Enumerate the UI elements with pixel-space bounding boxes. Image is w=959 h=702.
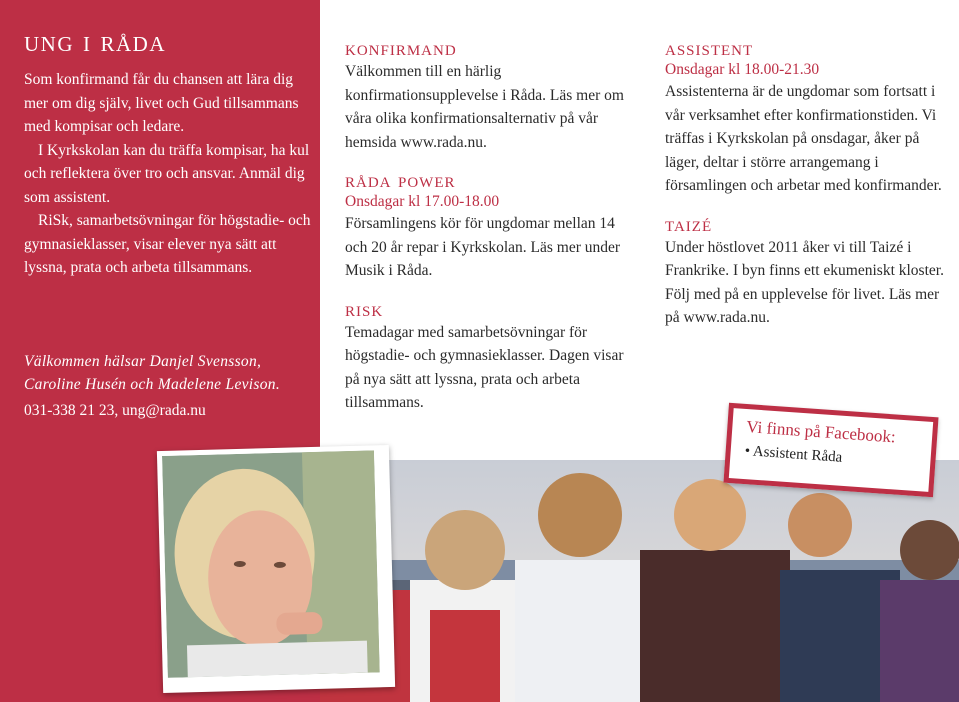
section-body-taize: Under höstlovet 2011 åker vi till Taizé i Frankrike. I byn finns ett ekumeniskt kloster. Följ med på en upplevelse för livet. Läs mer på www.rada.nu.: [665, 238, 944, 326]
section-title-assistent: assistent: [665, 35, 754, 60]
section-body-risk: Temadagar med samarbetsövningar för högstadie- och gymnasieklasser. Dagen visar på nya sätt att lyssna, prata och arbeta tillsammans.: [345, 323, 624, 411]
intro-title: ung i råda: [24, 25, 166, 58]
group-photo: [320, 460, 959, 702]
section-schedule-rada-power: Onsdagar kl 17.00-18.00: [345, 193, 500, 210]
intro-paragraph: I Kyrkskolan kan du träffa kompisar, ha kul och reflektera över tro och ansvar. Anmäl dig som assistent.: [24, 141, 310, 206]
facebook-card: [723, 403, 938, 497]
portrait-illustration: [162, 450, 380, 677]
right-column: [665, 36, 950, 330]
section-schedule-assistent: Onsdagar kl 18.00-21.30: [665, 61, 820, 78]
facebook-group-item: • Assistent Råda: [744, 443, 843, 466]
middle-column: [345, 36, 640, 415]
section-body-assistent: Assistenterna är de ungdomar som fortsatt i vår verksamhet efter konfirmationstiden. Vi träffas i Kyrkskolan på onsdagar, åker på läger, deltar i större arrangemang i församlingen och arbetar med konfirmander.: [665, 83, 942, 194]
section-title-risk: risk: [345, 295, 384, 321]
section-title-konfirmand: konfirmand: [345, 35, 457, 60]
intro-paragraph: RiSk, samarbetsövningar för högstadie- och gymnasieklasser, visar elever nya sätt att lyssna, prata och arbeta tillsammans.: [24, 212, 311, 276]
group-photo-illustration: [320, 460, 959, 702]
section-body-konfirmand: Välkommen till en härlig konfirmationsupplevelse i Råda. Läs mer om våra olika konfirmationsalternativ på vår hemsida www.rada.nu.: [345, 63, 624, 151]
facebook-title: Vi finns på Facebook:: [745, 417, 897, 447]
intro-paragraph: Som konfirmand får du chansen att lära dig mer om dig själv, livet och Gud tillsammans med kompisar och ledare.: [24, 71, 299, 135]
section-title-rada-power: råda power: [345, 167, 456, 192]
section-body-rada-power: Församlingens kör för ungdomar mellan 14 och 20 år repar i Kyrkskolan. Läs mer under Musik i Råda.: [345, 215, 621, 279]
contact-info: 031-338 21 23, ung@rada.nu: [24, 402, 206, 419]
portrait-photo: [157, 445, 395, 693]
intro-text: [24, 68, 314, 280]
section-title-taize: taizé: [665, 210, 713, 236]
greeting-text: Välkommen hälsar Danjel Svensson, Caroline Husén och Madelene Levison.: [24, 353, 281, 393]
